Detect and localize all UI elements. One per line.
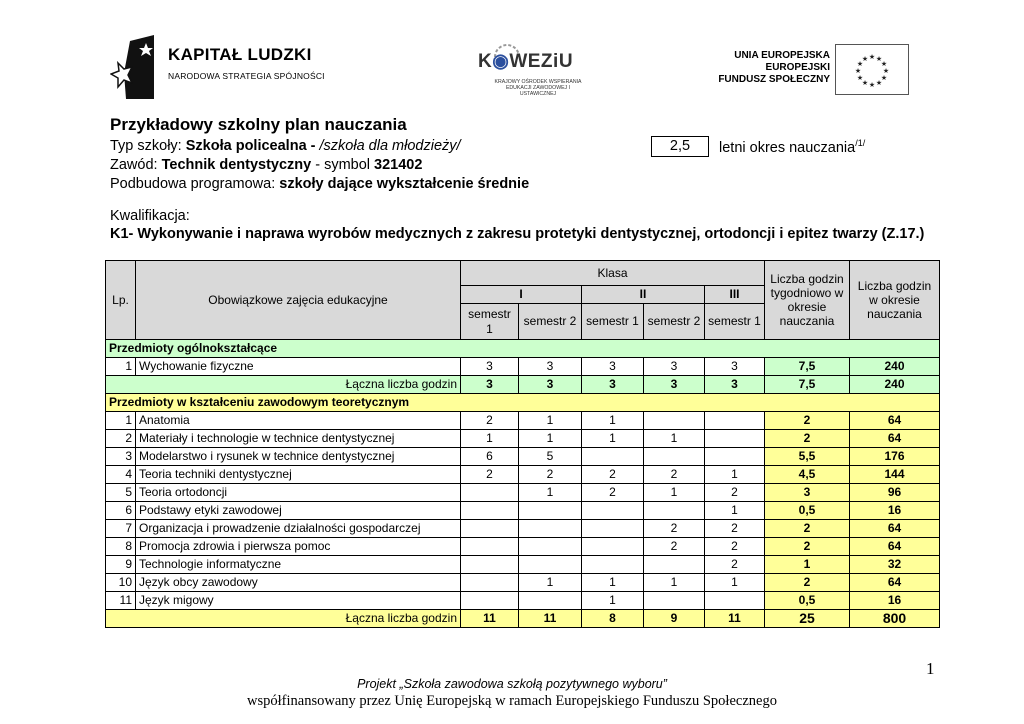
semester-hours: 1	[519, 574, 582, 592]
table-row	[106, 358, 940, 376]
table-row	[106, 466, 940, 484]
table-row	[106, 484, 940, 502]
semester-hours	[582, 448, 644, 466]
eu-line1: UNIA EUROPEJSKA	[734, 50, 830, 61]
semester-hours	[705, 448, 765, 466]
weekly-hours: 2	[765, 538, 850, 556]
semester-hours: 3	[705, 358, 765, 376]
svg-text:★: ★	[868, 81, 876, 89]
sum-semester-hours: 9	[644, 610, 705, 628]
semester-hours	[461, 574, 519, 592]
semester-hours: 3	[644, 358, 705, 376]
header-semester: semestr 1	[705, 304, 765, 340]
semester-hours	[461, 520, 519, 538]
semester-hours: 2	[644, 520, 705, 538]
eu-line2: EUROPEJSKI	[765, 62, 830, 73]
header-total: Liczba godzin w okresie nauczania	[850, 261, 940, 340]
weekly-hours: 0,5	[765, 502, 850, 520]
sum-label: Łączna liczba godzin	[106, 376, 461, 394]
header-class-ii: II	[582, 286, 705, 304]
semester-hours: 1	[705, 502, 765, 520]
subject-name: Język obcy zawodowy	[136, 574, 461, 592]
section-title: Przedmioty w kształceniu zawodowym teoretycznym	[106, 394, 940, 412]
semester-hours	[582, 538, 644, 556]
semester-hours	[461, 556, 519, 574]
semester-hours: 1	[644, 574, 705, 592]
footer-project: Projekt „Szkoła zawodowa szkołą pozytywnego wyboru”	[357, 677, 667, 691]
weekly-hours: 2	[765, 520, 850, 538]
sum-row	[106, 610, 940, 628]
semester-hours	[582, 556, 644, 574]
sum-semester-hours: 11	[705, 610, 765, 628]
total-hours: 144	[850, 466, 940, 484]
row-number: 6	[106, 502, 136, 520]
subject-name: Organizacja i prowadzenie działalności gospodarczej	[136, 520, 461, 538]
total-hours: 64	[850, 538, 940, 556]
svg-text:★: ★	[861, 79, 869, 87]
kapital-ludzki-emblem-icon	[110, 33, 162, 101]
total-hours: 16	[850, 592, 940, 610]
header-subject: Obowiązkowe zajęcia edukacyjne	[136, 261, 461, 340]
row-number: 5	[106, 484, 136, 502]
semester-hours: 1	[582, 430, 644, 448]
header-weekly: Liczba godzin tygodniowo w okresie nauczania	[765, 261, 850, 340]
semester-hours	[644, 556, 705, 574]
semester-hours	[519, 502, 582, 520]
total-hours: 64	[850, 430, 940, 448]
section-header-row	[106, 394, 940, 412]
semester-hours	[582, 502, 644, 520]
semester-hours: 2	[582, 466, 644, 484]
weekly-hours: 5,5	[765, 448, 850, 466]
semester-hours	[705, 592, 765, 610]
svg-text:★: ★	[856, 60, 864, 68]
semester-hours	[644, 592, 705, 610]
total-hours: 64	[850, 574, 940, 592]
footer-cofinancing: współfinansowany przez Unię Europejską w ramach Europejskiego Funduszu Społecznego	[247, 693, 777, 709]
weekly-hours: 7,5	[765, 358, 850, 376]
semester-hours: 2	[644, 466, 705, 484]
years-label: letni okres nauczania$^{/1/}$	[719, 138, 866, 156]
eu-flag-icon	[835, 44, 909, 95]
row-number: 2	[106, 430, 136, 448]
total-hours: 240	[850, 358, 940, 376]
sum-semester-hours: 8	[582, 610, 644, 628]
svg-text:★: ★	[882, 67, 890, 75]
header-class-i: I	[461, 286, 582, 304]
semester-hours	[519, 556, 582, 574]
sum-total-hours: 800	[850, 610, 940, 628]
semester-hours: 2	[461, 412, 519, 430]
table-row	[106, 520, 940, 538]
section-header-row	[106, 340, 940, 358]
subject-name: Anatomia	[136, 412, 461, 430]
weekly-hours: 4,5	[765, 466, 850, 484]
semester-hours: 1	[705, 574, 765, 592]
semester-hours: 2	[461, 466, 519, 484]
semester-hours	[705, 430, 765, 448]
semester-hours: 1	[705, 466, 765, 484]
semester-hours: 2	[582, 484, 644, 502]
svg-text:★: ★	[856, 74, 864, 82]
row-number: 10	[106, 574, 136, 592]
semester-hours	[644, 412, 705, 430]
semester-hours: 1	[644, 484, 705, 502]
svg-text:★: ★	[875, 79, 883, 87]
semester-hours	[461, 538, 519, 556]
semester-hours: 2	[644, 538, 705, 556]
qualification-label: Kwalifikacja:	[110, 208, 190, 224]
header-semester: semestr 2	[644, 304, 705, 340]
row-number: 1	[106, 358, 136, 376]
weekly-hours: 1	[765, 556, 850, 574]
table-row	[106, 412, 940, 430]
subject-name: Podstawy etyki zawodowej	[136, 502, 461, 520]
subject-name: Materiały i technologie w technice dentystycznej	[136, 430, 461, 448]
semester-hours: 1	[582, 574, 644, 592]
profession-line: Zawód: Technik dentystyczny - symbol 321402	[110, 157, 423, 173]
sum-semester-hours: 3	[519, 376, 582, 394]
qualification-line: K1- Wykonywanie i naprawa wyrobów medycznych z zakresu protetyki dentystycznej, ortodoncji i epitez twarzy (Z.17.)	[110, 226, 925, 242]
semester-hours: 1	[519, 430, 582, 448]
semester-hours: 3	[461, 358, 519, 376]
sum-semester-hours: 11	[461, 610, 519, 628]
row-number: 9	[106, 556, 136, 574]
semester-hours	[461, 502, 519, 520]
semester-hours	[644, 502, 705, 520]
sum-row	[106, 376, 940, 394]
subject-name: Modelarstwo i rysunek w technice dentystycznej	[136, 448, 461, 466]
header-semester: semestr 2	[519, 304, 582, 340]
koweziu-subtitle: KRAJOWY OŚRODEK WSPIERANIA EDUKACJI ZAWODOWEJ I USTAWICZNEJ	[494, 79, 582, 97]
eu-social-fund-logo-text	[718, 50, 830, 86]
semester-hours	[644, 448, 705, 466]
weekly-hours: 2	[765, 574, 850, 592]
semester-hours: 1	[644, 430, 705, 448]
kapital-ludzki-subtitle: NARODOWA STRATEGIA SPÓJNOŚCI	[168, 71, 325, 81]
semester-hours: 1	[519, 484, 582, 502]
sum-label: Łączna liczba godzin	[106, 610, 461, 628]
total-hours: 16	[850, 502, 940, 520]
sum-semester-hours: 11	[519, 610, 582, 628]
svg-text:★: ★	[861, 55, 869, 63]
semester-hours: 2	[705, 556, 765, 574]
subject-name: Wychowanie fizyczne	[136, 358, 461, 376]
sum-semester-hours: 3	[705, 376, 765, 394]
weekly-hours: 0,5	[765, 592, 850, 610]
years-value-box: 2,5	[651, 136, 709, 157]
total-hours: 64	[850, 520, 940, 538]
weekly-hours: 2	[765, 412, 850, 430]
total-hours: 176	[850, 448, 940, 466]
sum-semester-hours: 3	[461, 376, 519, 394]
semester-hours: 1	[519, 412, 582, 430]
kapital-ludzki-logo	[110, 33, 330, 101]
semester-hours: 2	[705, 520, 765, 538]
semester-hours	[519, 538, 582, 556]
section-title: Przedmioty ogólnokształcące	[106, 340, 940, 358]
program-base-line: Podbudowa programowa: szkoły dające wykształcenie średnie	[110, 176, 530, 192]
header-class-iii: III	[705, 286, 765, 304]
table-row	[106, 448, 940, 466]
semester-hours	[582, 520, 644, 538]
table-row	[106, 430, 940, 448]
total-hours: 64	[850, 412, 940, 430]
semester-hours: 2	[705, 484, 765, 502]
eu-line3: FUNDUSZ SPOŁECZNY	[718, 74, 830, 85]
weekly-hours: 3	[765, 484, 850, 502]
table-row	[106, 556, 940, 574]
row-number: 8	[106, 538, 136, 556]
page-number: 1	[926, 659, 935, 678]
subject-name: Teoria ortodoncji	[136, 484, 461, 502]
sum-semester-hours: 3	[582, 376, 644, 394]
semester-hours: 1	[461, 430, 519, 448]
semester-hours: 6	[461, 448, 519, 466]
subject-name: Teoria techniki dentystycznej	[136, 466, 461, 484]
semester-hours	[519, 520, 582, 538]
header-semester: semestr 1	[461, 304, 519, 340]
weekly-hours: 2	[765, 430, 850, 448]
svg-text:★: ★	[880, 60, 888, 68]
total-hours: 96	[850, 484, 940, 502]
school-type-line: Typ szkoły: Szkoła policealna - /szkoła dla młodzieży/	[110, 138, 461, 154]
teaching-plan-table	[105, 260, 940, 628]
semester-hours	[705, 412, 765, 430]
svg-text:★: ★	[868, 53, 876, 61]
header-semester: semestr 1	[582, 304, 644, 340]
row-number: 11	[106, 592, 136, 610]
page-title: Przykładowy szkolny plan nauczania	[110, 115, 407, 134]
sum-weekly-hours: 25	[765, 610, 850, 628]
total-hours: 32	[850, 556, 940, 574]
semester-hours: 2	[519, 466, 582, 484]
semester-hours: 1	[582, 592, 644, 610]
svg-text:★: ★	[854, 67, 862, 75]
row-number: 1	[106, 412, 136, 430]
koweziu-name: K◉WEZiU	[478, 51, 574, 72]
table-row	[106, 538, 940, 556]
semester-hours: 1	[582, 412, 644, 430]
subject-name: Promocja zdrowia i pierwsza pomoc	[136, 538, 461, 556]
semester-hours	[461, 592, 519, 610]
table-row	[106, 592, 940, 610]
semester-hours: 3	[519, 358, 582, 376]
semester-hours: 3	[582, 358, 644, 376]
row-number: 3	[106, 448, 136, 466]
subject-name: Język migowy	[136, 592, 461, 610]
koweziu-logo	[478, 44, 593, 96]
semester-hours	[519, 592, 582, 610]
subject-name: Technologie informatyczne	[136, 556, 461, 574]
header-klasa: Klasa	[461, 261, 765, 286]
svg-text:★: ★	[875, 55, 883, 63]
table-row	[106, 574, 940, 592]
kapital-ludzki-name: KAPITAŁ LUDZKI	[168, 45, 312, 64]
table-row	[106, 502, 940, 520]
semester-hours: 5	[519, 448, 582, 466]
semester-hours: 2	[705, 538, 765, 556]
svg-text:★: ★	[880, 74, 888, 82]
row-number: 4	[106, 466, 136, 484]
semester-hours	[461, 484, 519, 502]
header-lp: Lp.	[106, 261, 136, 340]
sum-semester-hours: 3	[644, 376, 705, 394]
sum-total-hours: 240	[850, 376, 940, 394]
sum-weekly-hours: 7,5	[765, 376, 850, 394]
row-number: 7	[106, 520, 136, 538]
